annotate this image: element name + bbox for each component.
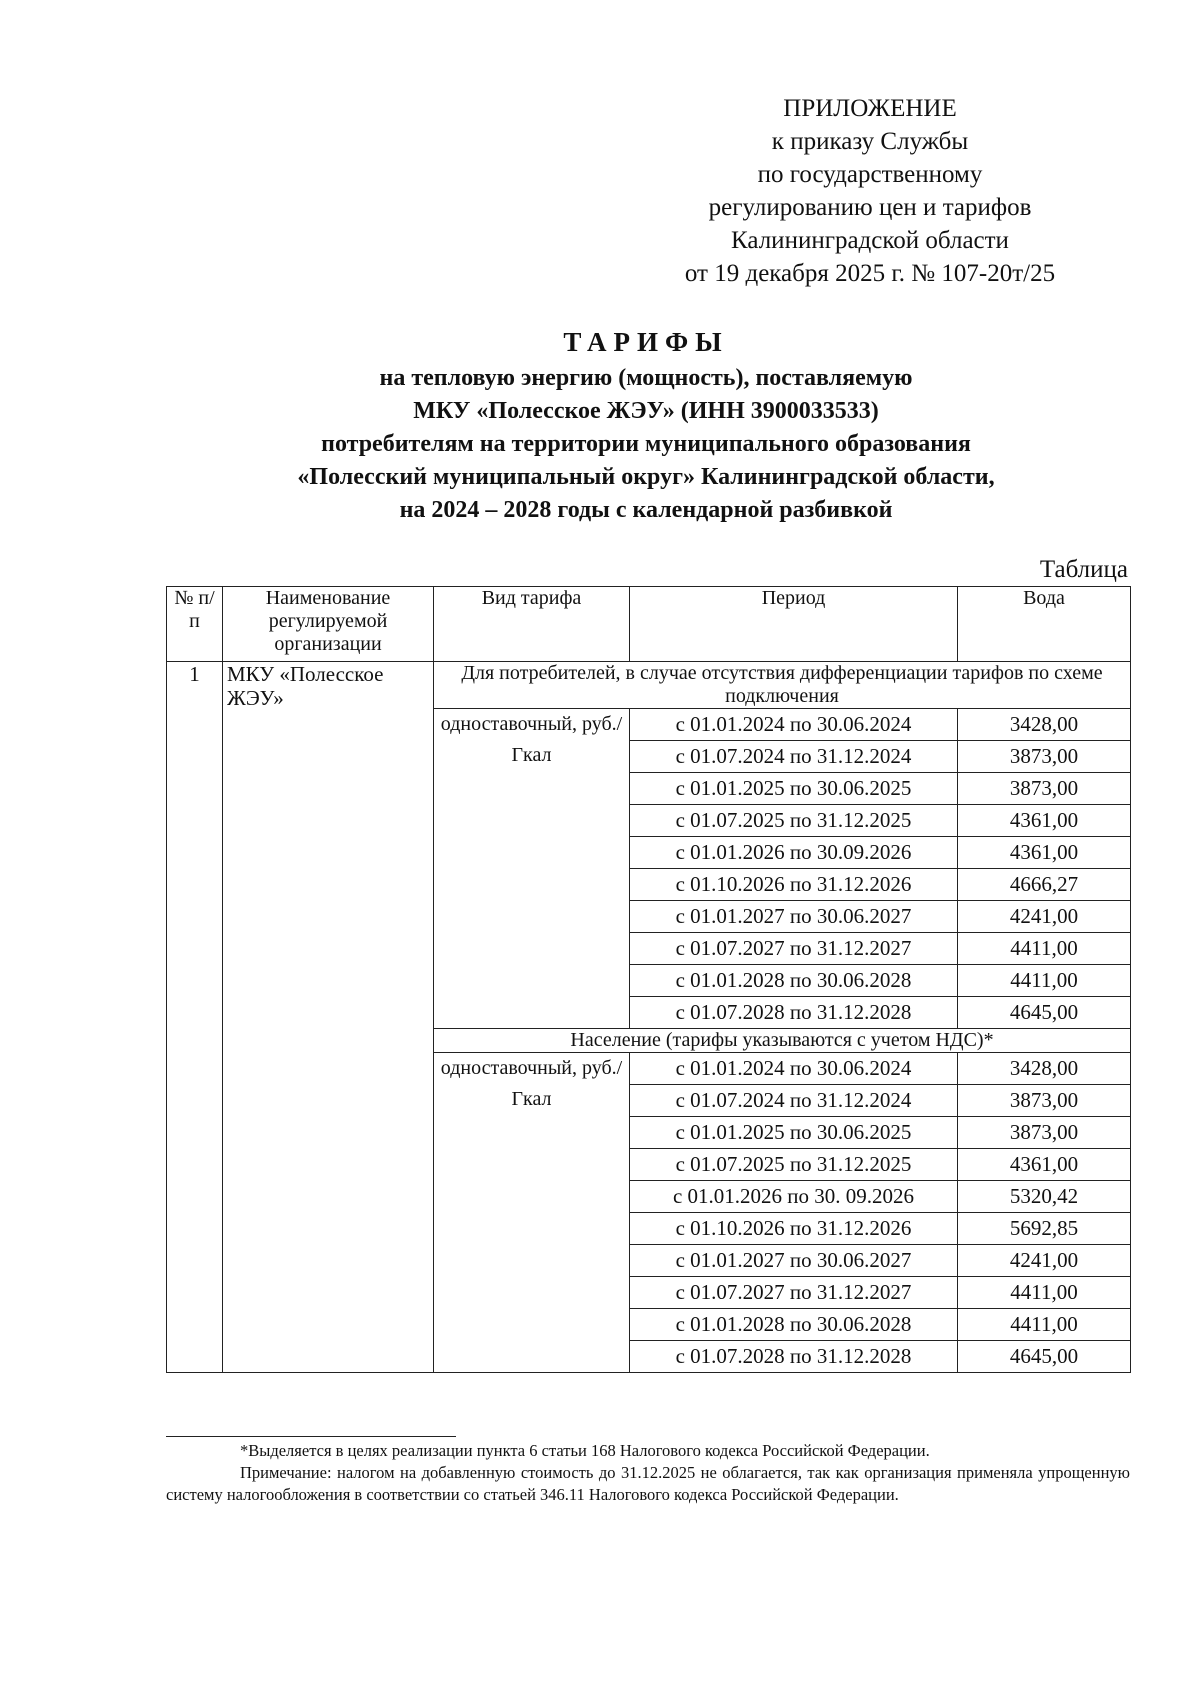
period-cell: с 01.07.2025 по 31.12.2025 bbox=[630, 1149, 958, 1181]
period-cell: с 01.07.2025 по 31.12.2025 bbox=[630, 805, 958, 837]
title-main: ТАРИФЫ bbox=[563, 327, 729, 357]
water-value: 4361,00 bbox=[958, 1149, 1131, 1181]
tariff-type: одноставочный, руб./Гкал bbox=[434, 709, 630, 1029]
period-cell: с 01.07.2028 по 31.12.2028 bbox=[630, 1341, 958, 1373]
water-value: 5692,85 bbox=[958, 1213, 1131, 1245]
water-value: 4241,00 bbox=[958, 901, 1131, 933]
tariff-table bbox=[166, 586, 1131, 1373]
water-value: 4666,27 bbox=[958, 869, 1131, 901]
footnote-note: Примечание: налогом на добавленную стоимость до 31.12.2025 не облагается, так как организация применяла упрощенную систему налогообложения в соответствии со статьей 346.11 Налогового кодекса Российской Федерации. bbox=[166, 1463, 1130, 1504]
water-value: 4411,00 bbox=[958, 1277, 1131, 1309]
header-period: Период bbox=[630, 587, 958, 662]
appendix-line: к приказу Службы bbox=[771, 128, 969, 155]
title-line: на тепловую энергию (мощность), поставляемую bbox=[379, 365, 913, 391]
period-cell: с 01.01.2027 по 30.06.2027 bbox=[630, 901, 958, 933]
header-type: Вид тарифа bbox=[434, 587, 630, 662]
period-cell: с 01.07.2024 по 31.12.2024 bbox=[630, 741, 958, 773]
header-water: Вода bbox=[958, 587, 1131, 662]
period-cell: с 01.01.2026 по 30.09.2026 bbox=[630, 837, 958, 869]
water-value: 5320,42 bbox=[958, 1181, 1131, 1213]
water-value: 4411,00 bbox=[958, 1309, 1131, 1341]
section-title: Для потребителей, в случае отсутствия дифференциации тарифов по схеме подключения bbox=[434, 662, 1131, 709]
period-cell: с 01.07.2027 по 31.12.2027 bbox=[630, 1277, 958, 1309]
header-org: Наименование регулируемой организации bbox=[223, 587, 434, 662]
period-cell: с 01.01.2026 по 30. 09.2026 bbox=[630, 1181, 958, 1213]
water-value: 3428,00 bbox=[958, 1053, 1131, 1085]
water-value: 4361,00 bbox=[958, 805, 1131, 837]
water-value: 3873,00 bbox=[958, 1117, 1131, 1149]
title-line: МКУ «Полесское ЖЭУ» (ИНН 3900033533) bbox=[413, 398, 879, 424]
table-label: Таблица bbox=[1039, 556, 1128, 583]
period-cell: с 01.01.2024 по 30.06.2024 bbox=[630, 709, 958, 741]
water-value: 4241,00 bbox=[958, 1245, 1131, 1277]
appendix-order-ref: от 19 декабря 2025 г. № 107-20т/25 bbox=[684, 260, 1056, 287]
period-cell: с 01.10.2026 по 31.12.2026 bbox=[630, 869, 958, 901]
water-value: 4411,00 bbox=[958, 933, 1131, 965]
appendix-line: Калининградской области bbox=[731, 227, 1009, 254]
appendix-line: по государственному bbox=[757, 161, 983, 188]
header-num: № п/п bbox=[167, 587, 223, 662]
water-value: 4411,00 bbox=[958, 965, 1131, 997]
table-header-row bbox=[167, 587, 1131, 662]
period-cell: с 01.07.2024 по 31.12.2024 bbox=[630, 1085, 958, 1117]
period-cell: с 01.01.2025 по 30.06.2025 bbox=[630, 1117, 958, 1149]
footnote-asterisk: *Выделяется в целях реализации пункта 6 статьи 168 Налогового кодекса Российской Федерации. bbox=[240, 1441, 930, 1460]
title-line: на 2024 – 2028 годы с календарной разбивкой bbox=[399, 497, 893, 523]
section-row bbox=[167, 662, 1131, 709]
title-line: потребителям на территории муниципального образования bbox=[321, 431, 971, 457]
tariff-type: одноставочный, руб./Гкал bbox=[434, 1053, 630, 1373]
document-title bbox=[160, 326, 1132, 527]
title-line: «Полесский муниципальный округ» Калининградской области, bbox=[297, 464, 995, 490]
water-value: 3873,00 bbox=[958, 773, 1131, 805]
footnotes bbox=[166, 1440, 1130, 1506]
period-cell: с 01.07.2027 по 31.12.2027 bbox=[630, 933, 958, 965]
water-value: 4645,00 bbox=[958, 997, 1131, 1029]
org-name: МКУ «Полесское ЖЭУ» bbox=[223, 662, 434, 1373]
period-cell: с 01.01.2028 по 30.06.2028 bbox=[630, 1309, 958, 1341]
period-cell: с 01.07.2028 по 31.12.2028 bbox=[630, 997, 958, 1029]
appendix-header bbox=[650, 92, 1090, 290]
water-value: 3873,00 bbox=[958, 741, 1131, 773]
water-value: 4361,00 bbox=[958, 837, 1131, 869]
period-cell: с 01.10.2026 по 31.12.2026 bbox=[630, 1213, 958, 1245]
period-cell: с 01.01.2028 по 30.06.2028 bbox=[630, 965, 958, 997]
period-cell: с 01.01.2024 по 30.06.2024 bbox=[630, 1053, 958, 1085]
period-cell: с 01.01.2027 по 30.06.2027 bbox=[630, 1245, 958, 1277]
section-title: Население (тарифы указываются с учетом НДС)* bbox=[434, 1029, 1131, 1053]
water-value: 4645,00 bbox=[958, 1341, 1131, 1373]
footnote-divider bbox=[166, 1436, 456, 1437]
water-value: 3873,00 bbox=[958, 1085, 1131, 1117]
period-cell: с 01.01.2025 по 30.06.2025 bbox=[630, 773, 958, 805]
appendix-title: ПРИЛОЖЕНИЕ bbox=[783, 95, 957, 122]
appendix-line: регулированию цен и тарифов bbox=[708, 194, 1032, 221]
water-value: 3428,00 bbox=[958, 709, 1131, 741]
row-number: 1 bbox=[167, 662, 223, 1373]
